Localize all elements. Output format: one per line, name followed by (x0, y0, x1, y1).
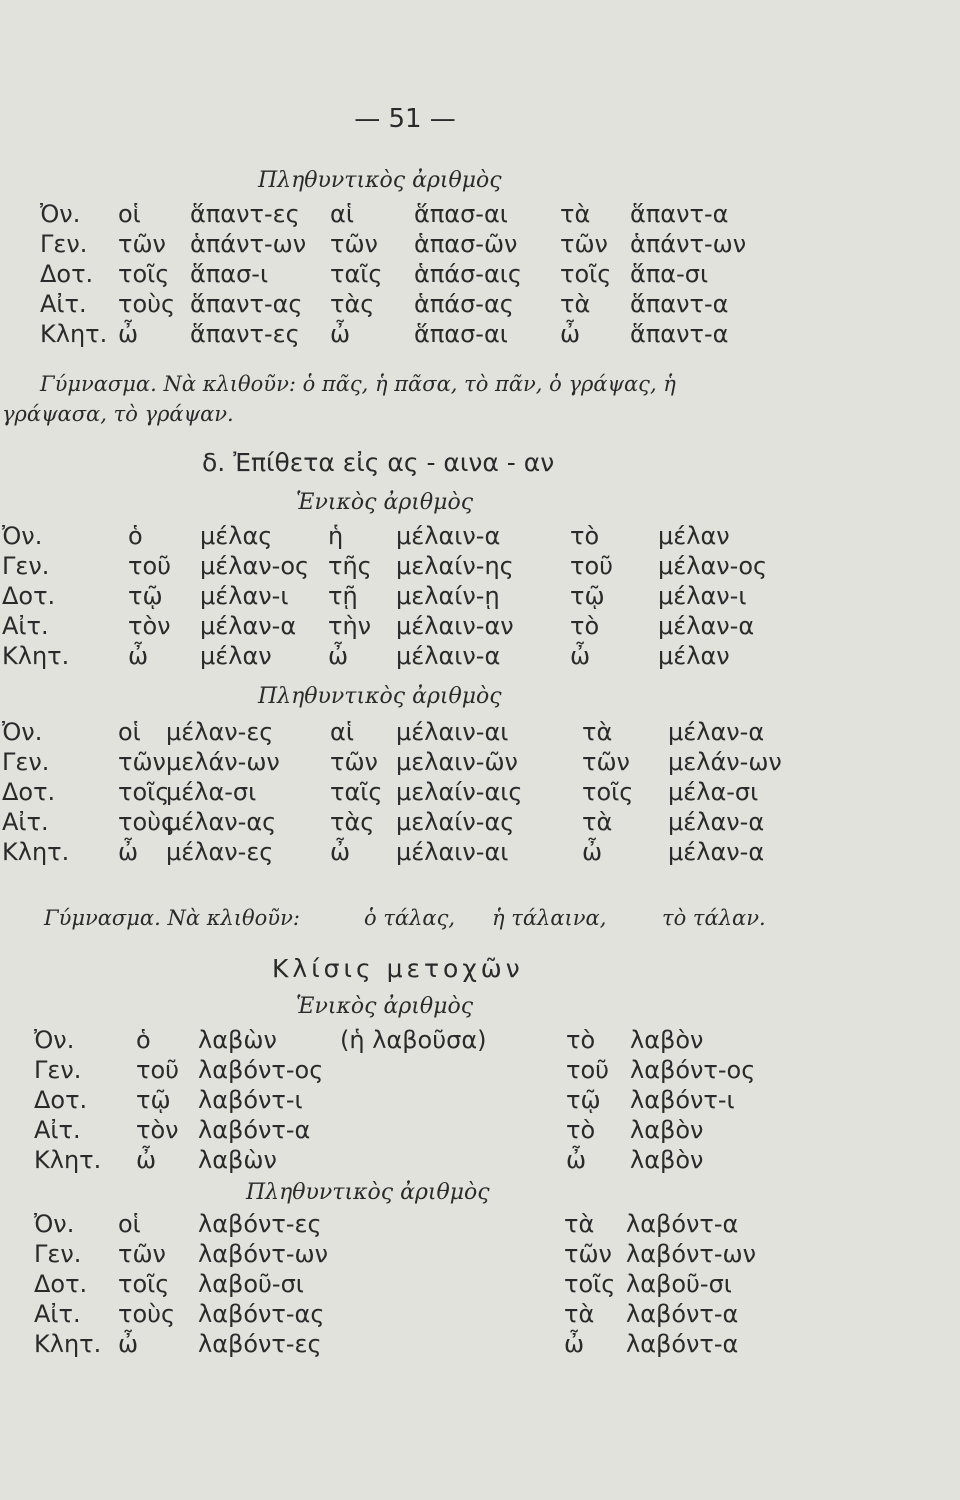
table-cell: ἅπαντ-ας (190, 290, 303, 318)
table-cell: λαβόντ-α (626, 1210, 739, 1238)
table-cell: λαβοῦ-σι (626, 1270, 732, 1298)
table-row (0, 228, 960, 260)
table-cell: ὦ (328, 642, 349, 670)
table-cell: τὰ (582, 808, 613, 836)
case-label: Κλητ. (34, 1330, 102, 1358)
section-title-delta: δ. Ἐπίθετα εἰς ας - αινα - αν (202, 448, 555, 477)
table-cell: ἅπαντ-ες (190, 320, 300, 348)
exercise-label: Γύμνασμα. (44, 906, 161, 930)
exercise-word-1: ὁ τάλας, (364, 906, 456, 930)
table-cell: τοῖς (118, 260, 170, 288)
table-row (0, 806, 960, 838)
table-cell: λαβὼν (198, 1026, 277, 1054)
table-cell: λαβὸν (630, 1026, 704, 1054)
table-cell: μέλαν-α (658, 612, 755, 640)
table-row (0, 1328, 960, 1360)
table-cell: μέλαν-α (668, 718, 765, 746)
table-cell: λαβόντ-α (626, 1330, 739, 1358)
table-cell: τοῦ (128, 552, 172, 580)
case-label: Κλητ. (34, 1146, 102, 1174)
table-cell: λαβοῦ-σι (198, 1270, 304, 1298)
table-cell: μέλαν-ες (166, 838, 274, 866)
table-row (0, 776, 960, 808)
exercise-2-line (44, 906, 766, 930)
table-cell: λαβὸν (630, 1116, 704, 1144)
case-label: Γεν. (40, 230, 88, 258)
table-cell: ὦ (118, 1330, 139, 1358)
section-heading-singular-3: Ἑνικὸς ἀριθμὸς (296, 994, 474, 1019)
table-cell: τὸν (128, 612, 171, 640)
table-cell: τῷ (128, 582, 163, 610)
table-cell: τὴν (328, 612, 372, 640)
section-heading-plural-2: Πληθυντικὸς ἀριθμὸς (258, 684, 502, 709)
table-cell: ἁπάντ-ων (190, 230, 307, 258)
table-cell: τὸ (570, 522, 600, 550)
section-heading-singular: Ἑνικὸς ἀριθμὸς (296, 490, 474, 515)
table-row (0, 1208, 960, 1240)
table-cell: τῶν (118, 748, 166, 776)
case-label: Αἰτ. (40, 290, 87, 318)
section-title-participles: Κλίσις μετοχῶν (272, 954, 524, 983)
table-cell: μελαιν-ῶν (396, 748, 518, 776)
table-row (0, 198, 960, 230)
exercise-1-line1 (40, 372, 676, 396)
table-cell: λαβόντ-ων (626, 1240, 757, 1268)
table-cell: μέλαν-ι (200, 582, 289, 610)
exercise-text: Νὰ κλιθοῦν: ὁ πᾶς, ἡ πᾶσα, τὸ πᾶν, ὁ γράψας, ἡ (163, 372, 676, 396)
table-cell: ὁ (136, 1026, 151, 1054)
table-cell: ἁπάντ-ων (630, 230, 747, 258)
table-cell: λαβόντ-ος (630, 1056, 756, 1084)
table-cell: τοῖς (560, 260, 612, 288)
table-cell: λαβόντ-ες (198, 1330, 322, 1358)
table-cell: ἁπάσ-αις (414, 260, 522, 288)
exercise-1-line2: γράψασα, τὸ γράψαν. (2, 402, 234, 426)
table-cell: ὦ (582, 838, 603, 866)
table-cell: αἱ (330, 718, 354, 746)
table-cell: μέλαιν-αν (396, 612, 514, 640)
table-row (0, 580, 960, 612)
table-cell: μέλαιν-α (396, 642, 501, 670)
table-cell: μελάν-ων (668, 748, 782, 776)
table-cell: λαβόντ-α (198, 1116, 311, 1144)
case-label: Γεν. (2, 552, 50, 580)
table-cell: τῶν (330, 230, 378, 258)
table-cell: ἅπαντ-ες (190, 200, 300, 228)
table-cell: τὰς (330, 290, 375, 318)
table-row (0, 640, 960, 672)
table-cell: ἅπαντ-α (630, 290, 729, 318)
table-cell: τὰ (560, 290, 591, 318)
case-label: Δοτ. (2, 778, 56, 806)
table-cell: τῷ (570, 582, 605, 610)
table-cell: ὦ (136, 1146, 157, 1174)
table-cell: ὦ (330, 838, 351, 866)
case-label: Γεν. (2, 748, 50, 776)
case-label: Αἰτ. (34, 1116, 81, 1144)
table-row (0, 716, 960, 748)
table-cell: ὦ (566, 1146, 587, 1174)
table-cell: ὁ (128, 522, 143, 550)
table-row (0, 1238, 960, 1270)
table-cell: τῇ (328, 582, 358, 610)
table-cell: μέλαιν-α (396, 522, 501, 550)
table-row (0, 550, 960, 582)
table-cell: μέλαν-ος (658, 552, 768, 580)
table-cell: τοῖς (582, 778, 634, 806)
table-cell: μελαίν-ης (396, 552, 514, 580)
table-cell: τὰ (564, 1300, 595, 1328)
case-label: Ὀν. (34, 1026, 75, 1054)
table-cell: ὦ (118, 320, 139, 348)
case-label: Δοτ. (40, 260, 94, 288)
exercise-word-2: ἡ τάλαινα, (492, 906, 607, 930)
table-cell: μέλαν (658, 522, 730, 550)
table-cell: λαβὼν (198, 1146, 277, 1174)
table-cell: τῶν (118, 1240, 166, 1268)
table-cell: λαβόντ-ος (198, 1056, 324, 1084)
case-label: Ὀν. (40, 200, 81, 228)
section-heading-plural: Πληθυντικὸς ἀριθμὸς (258, 168, 502, 193)
table-cell: ἅπαντ-α (630, 320, 729, 348)
table-cell: μέλας (200, 522, 273, 550)
table-cell: οἱ (118, 1210, 141, 1238)
table-cell: αἱ (330, 200, 354, 228)
table-cell: ἅπα-σι (630, 260, 709, 288)
case-label: Αἰτ. (34, 1300, 81, 1328)
table-cell: τὸ (566, 1116, 596, 1144)
table-cell: τὰ (582, 718, 613, 746)
case-label: Δοτ. (34, 1086, 88, 1114)
table-row (0, 520, 960, 552)
table-cell: τοὺς (118, 1300, 176, 1328)
table-cell: οἱ (118, 200, 141, 228)
table-cell: ταῖς (330, 260, 383, 288)
table-cell: λαβόντ-ι (198, 1086, 303, 1114)
table-cell: τῶν (330, 748, 378, 776)
table-cell: τοῦ (136, 1056, 180, 1084)
table-cell: τὸ (566, 1026, 596, 1054)
table-cell: τῆς (328, 552, 372, 580)
table-cell: τοῖς (564, 1270, 616, 1298)
table-cell: ὦ (560, 320, 581, 348)
case-label: Κλητ. (2, 642, 70, 670)
table-cell: τοῦ (566, 1056, 610, 1084)
table-cell: λαβόντ-ων (198, 1240, 329, 1268)
table-cell: τῶν (564, 1240, 612, 1268)
table-cell: μέλαιν-αι (396, 838, 509, 866)
table-cell: μέλαν-ος (200, 552, 310, 580)
table-cell: μέλαν (658, 642, 730, 670)
table-row (0, 610, 960, 642)
table-row (0, 746, 960, 778)
page-number: — 51 — (354, 104, 456, 134)
table-row (0, 1298, 960, 1330)
table-cell: μελαίν-ῃ (396, 582, 500, 610)
table-cell: ἅπαντ-α (630, 200, 729, 228)
table-cell: τὰ (560, 200, 591, 228)
table-cell: τοὺς (118, 808, 176, 836)
table-cell: ἅπασ-ι (190, 260, 269, 288)
table-cell: τῷ (136, 1086, 171, 1114)
exercise-label: Γύμνασμα. (40, 372, 157, 396)
section-heading-plural-3: Πληθυντικὸς ἀριθμὸς (246, 1180, 490, 1205)
table-row (0, 1144, 960, 1176)
table-cell: λαβόντ-ι (630, 1086, 735, 1114)
table-cell: μελαίν-ας (396, 808, 515, 836)
case-label: Γεν. (34, 1056, 82, 1084)
table-cell: λαβὸν (630, 1146, 704, 1174)
table-cell: ὦ (570, 642, 591, 670)
table-row (0, 1114, 960, 1146)
table-cell: ὦ (330, 320, 351, 348)
table-cell: μέλα-σι (166, 778, 257, 806)
case-label: Δοτ. (34, 1270, 88, 1298)
case-label: Γεν. (34, 1240, 82, 1268)
table-cell: μέλαν-α (668, 808, 765, 836)
table-cell: ταῖς (330, 778, 383, 806)
case-label: Αἰτ. (2, 612, 49, 640)
table-row (0, 1024, 960, 1056)
table-cell: μέλαιν-αι (396, 718, 509, 746)
case-label: Αἰτ. (2, 808, 49, 836)
exercise-word-3: τὸ τάλαν. (662, 906, 766, 930)
table-cell: μελάν-ων (166, 748, 280, 776)
table-cell: τῶν (118, 230, 166, 258)
table-cell: ὦ (128, 642, 149, 670)
case-label: Ὀν. (34, 1210, 75, 1238)
table-cell: τὰς (330, 808, 375, 836)
table-cell: μέλαν-α (668, 838, 765, 866)
table-cell: τῶν (582, 748, 630, 776)
table-cell: τὰ (564, 1210, 595, 1238)
table-cell: μέλαν-α (200, 612, 297, 640)
case-label: Δοτ. (2, 582, 56, 610)
table-cell: οἱ (118, 718, 141, 746)
exercise-text: Νὰ κλιθοῦν: (167, 906, 300, 930)
table-cell: τοῖς (118, 778, 170, 806)
table-cell: ὦ (118, 838, 139, 866)
table-cell: τοὺς (118, 290, 176, 318)
table-cell: λαβόντ-ες (198, 1210, 322, 1238)
table-row (0, 258, 960, 290)
table-cell: μέλαν-ι (658, 582, 747, 610)
table-cell: τοῖς (118, 1270, 170, 1298)
table-cell: ἁπασ-ῶν (414, 230, 518, 258)
table-cell: ἅπασ-αι (414, 320, 508, 348)
table-row (0, 836, 960, 868)
table-cell: μελαίν-αις (396, 778, 523, 806)
table-cell: τὸν (136, 1116, 179, 1144)
table-cell: ἁπάσ-ας (414, 290, 514, 318)
table-row (0, 288, 960, 320)
case-label: Κλητ. (40, 320, 108, 348)
table-cell: μέλαν-ες (166, 718, 274, 746)
case-label: Ὀν. (2, 718, 43, 746)
table-cell: μέλαν-ας (166, 808, 277, 836)
table-row (0, 1084, 960, 1116)
table-cell: τῶν (560, 230, 608, 258)
table-cell: μέλαν (200, 642, 272, 670)
table-row (0, 1268, 960, 1300)
table-cell: λαβόντ-ας (198, 1300, 325, 1328)
table-cell: (ἡ λαβοῦσα) (340, 1026, 487, 1054)
table-row (0, 318, 960, 350)
table-cell: τοῦ (570, 552, 614, 580)
table-cell: τῷ (566, 1086, 601, 1114)
table-row (0, 1054, 960, 1086)
table-cell: τὸ (570, 612, 600, 640)
table-cell: ὦ (564, 1330, 585, 1358)
table-cell: ἡ (328, 522, 344, 550)
table-cell: λαβόντ-α (626, 1300, 739, 1328)
table-cell: μέλα-σι (668, 778, 759, 806)
case-label: Κλητ. (2, 838, 70, 866)
case-label: Ὀν. (2, 522, 43, 550)
table-cell: ἅπασ-αι (414, 200, 508, 228)
